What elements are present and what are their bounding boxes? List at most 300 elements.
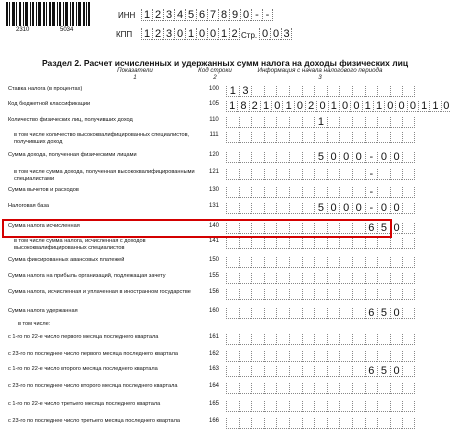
value-cell[interactable]: [402, 203, 415, 214]
value-cell[interactable]: [402, 238, 415, 249]
inn-cell[interactable]: 6: [196, 9, 207, 21]
value-cell[interactable]: [377, 132, 390, 143]
value-cell[interactable]: [264, 132, 277, 143]
value-cell[interactable]: [390, 401, 403, 412]
value-cell[interactable]: [339, 401, 352, 412]
page-number-field[interactable]: [259, 28, 292, 40]
value-cell[interactable]: [339, 169, 352, 180]
value-cell[interactable]: [352, 308, 365, 319]
value-cell[interactable]: [302, 257, 315, 268]
value-cell[interactable]: [276, 117, 289, 128]
inn-cell[interactable]: 5: [185, 9, 196, 21]
value-cell[interactable]: 0: [390, 308, 403, 319]
value-cell[interactable]: [239, 289, 252, 300]
value-cell[interactable]: [339, 383, 352, 394]
value-cell[interactable]: [226, 366, 239, 377]
value-cell[interactable]: [327, 273, 340, 284]
value-cell[interactable]: [390, 351, 403, 362]
value-cell[interactable]: [327, 366, 340, 377]
value-cell[interactable]: 0: [294, 101, 305, 112]
value-cell[interactable]: [402, 308, 415, 319]
value-cell[interactable]: [302, 238, 315, 249]
value-cell[interactable]: [352, 187, 365, 198]
value-cell[interactable]: [264, 169, 277, 180]
value-cell[interactable]: [302, 132, 315, 143]
page-cell[interactable]: 0: [270, 28, 281, 40]
value-cell[interactable]: [390, 86, 403, 97]
value-cell[interactable]: [365, 86, 378, 97]
value-cell[interactable]: [264, 383, 277, 394]
inn-cell[interactable]: 3: [163, 9, 174, 21]
page-cell[interactable]: 0: [259, 28, 270, 40]
value-cell[interactable]: 0: [316, 101, 327, 112]
value-cell[interactable]: [352, 401, 365, 412]
value-cell[interactable]: [402, 187, 415, 198]
value-cell[interactable]: [377, 418, 390, 429]
value-cell[interactable]: [251, 152, 264, 163]
value-cell[interactable]: [402, 418, 415, 429]
value-cell[interactable]: 1: [226, 86, 239, 97]
value-cell[interactable]: [365, 383, 378, 394]
value-cell[interactable]: [276, 418, 289, 429]
value-cell[interactable]: [289, 257, 302, 268]
value-cell[interactable]: [314, 366, 327, 377]
value-cell[interactable]: 3: [239, 86, 252, 97]
value-cell[interactable]: [390, 257, 403, 268]
kpp-cell[interactable]: 0: [207, 28, 218, 40]
value-cell[interactable]: [289, 203, 302, 214]
kpp-cell[interactable]: 1: [185, 28, 196, 40]
value-cell[interactable]: [251, 308, 264, 319]
value-cell[interactable]: [302, 273, 315, 284]
value-cell[interactable]: [327, 334, 340, 345]
value-cell[interactable]: [339, 418, 352, 429]
value-cell[interactable]: [276, 238, 289, 249]
value-cell[interactable]: [314, 169, 327, 180]
value-cell[interactable]: [276, 308, 289, 319]
value-cell[interactable]: [264, 351, 277, 362]
value-cell[interactable]: [239, 383, 252, 394]
value-cell[interactable]: [239, 203, 252, 214]
value-cell[interactable]: 5: [377, 308, 390, 319]
value-cell[interactable]: [352, 383, 365, 394]
kpp-cell[interactable]: 0: [196, 28, 207, 40]
value-cell[interactable]: 2: [305, 101, 316, 112]
value-cell[interactable]: -: [365, 152, 378, 163]
value-cell[interactable]: 0: [395, 101, 406, 112]
value-cell[interactable]: [302, 308, 315, 319]
value-cell[interactable]: [276, 257, 289, 268]
value-cell[interactable]: 0: [441, 101, 450, 112]
value-cell[interactable]: 0: [352, 203, 365, 214]
value-cell[interactable]: [314, 401, 327, 412]
value-cell[interactable]: [276, 187, 289, 198]
value-cell[interactable]: [226, 203, 239, 214]
value-cell[interactable]: [251, 289, 264, 300]
value-cell[interactable]: [390, 132, 403, 143]
value-cell[interactable]: [402, 86, 415, 97]
kpp-cell[interactable]: 1: [218, 28, 229, 40]
value-cell[interactable]: [314, 238, 327, 249]
value-cell[interactable]: 0: [339, 101, 350, 112]
value-cell[interactable]: 0: [390, 152, 403, 163]
value-cell[interactable]: [390, 418, 403, 429]
value-cell[interactable]: [239, 366, 252, 377]
value-cell[interactable]: [377, 273, 390, 284]
value-cell[interactable]: [239, 238, 252, 249]
value-cell[interactable]: -: [365, 203, 378, 214]
value-cell[interactable]: 0: [327, 203, 340, 214]
value-cell[interactable]: [352, 351, 365, 362]
value-cell[interactable]: [226, 334, 239, 345]
value-cell[interactable]: [327, 169, 340, 180]
value-cell[interactable]: [226, 401, 239, 412]
value-cell[interactable]: [302, 383, 315, 394]
value-cell[interactable]: [251, 257, 264, 268]
kpp-cell[interactable]: 2: [152, 28, 163, 40]
value-cell[interactable]: 6: [365, 366, 378, 377]
value-cell[interactable]: [314, 132, 327, 143]
value-cell[interactable]: [339, 366, 352, 377]
value-cell[interactable]: 1: [282, 101, 293, 112]
value-cell[interactable]: [264, 86, 277, 97]
inn-cell[interactable]: 0: [240, 9, 251, 21]
value-cell[interactable]: [302, 401, 315, 412]
value-cell[interactable]: [289, 366, 302, 377]
value-cell[interactable]: 1: [260, 101, 271, 112]
value-cell[interactable]: 5: [314, 203, 327, 214]
value-cell[interactable]: [226, 351, 239, 362]
value-cell[interactable]: [314, 308, 327, 319]
value-cell[interactable]: [402, 169, 415, 180]
value-cell[interactable]: [352, 273, 365, 284]
value-cell[interactable]: [402, 351, 415, 362]
value-cell[interactable]: [314, 86, 327, 97]
value-cell[interactable]: [251, 366, 264, 377]
value-cell[interactable]: [352, 86, 365, 97]
value-cell[interactable]: [402, 334, 415, 345]
value-cell[interactable]: [239, 152, 252, 163]
value-cell[interactable]: 1: [418, 101, 429, 112]
value-cell[interactable]: [289, 187, 302, 198]
value-cell[interactable]: [251, 238, 264, 249]
value-cell[interactable]: [327, 257, 340, 268]
value-cell[interactable]: [352, 366, 365, 377]
value-cell[interactable]: [264, 418, 277, 429]
value-cell[interactable]: 0: [271, 101, 282, 112]
value-cell[interactable]: [365, 273, 378, 284]
value-cell[interactable]: [390, 273, 403, 284]
value-cell[interactable]: 1: [328, 101, 339, 112]
value-cell[interactable]: [327, 383, 340, 394]
value-cell[interactable]: [289, 273, 302, 284]
value-cell[interactable]: [302, 117, 315, 128]
value-cell[interactable]: [302, 418, 315, 429]
value-cell[interactable]: [289, 308, 302, 319]
value-cell[interactable]: 0: [350, 101, 361, 112]
inn-cell[interactable]: 7: [207, 9, 218, 21]
value-cell[interactable]: [276, 152, 289, 163]
value-cell[interactable]: [377, 238, 390, 249]
inn-cell[interactable]: 4: [174, 9, 185, 21]
value-cell[interactable]: [402, 273, 415, 284]
value-cell[interactable]: 0: [384, 101, 395, 112]
value-cell[interactable]: [314, 351, 327, 362]
value-cell[interactable]: [377, 187, 390, 198]
value-cell[interactable]: 0: [390, 223, 403, 234]
value-cell[interactable]: [276, 334, 289, 345]
value-cell[interactable]: [390, 169, 403, 180]
value-cell[interactable]: [264, 334, 277, 345]
value-cell[interactable]: [402, 257, 415, 268]
value-cell[interactable]: [264, 273, 277, 284]
value-cell[interactable]: [226, 273, 239, 284]
value-cell[interactable]: [402, 383, 415, 394]
value-cell[interactable]: [339, 132, 352, 143]
value-cell[interactable]: [289, 351, 302, 362]
value-cell[interactable]: [276, 169, 289, 180]
value-cell[interactable]: [289, 401, 302, 412]
value-cell[interactable]: [226, 152, 239, 163]
value-cell[interactable]: [339, 187, 352, 198]
value-cell[interactable]: [377, 334, 390, 345]
value-cell[interactable]: 5: [314, 152, 327, 163]
value-cell[interactable]: [339, 289, 352, 300]
value-cell[interactable]: [365, 238, 378, 249]
value-cell[interactable]: [352, 418, 365, 429]
value-cell[interactable]: [239, 117, 252, 128]
value-cell[interactable]: [339, 308, 352, 319]
value-cell[interactable]: [302, 152, 315, 163]
value-cell[interactable]: [339, 117, 352, 128]
value-cell[interactable]: 1: [226, 101, 237, 112]
value-cell[interactable]: 0: [352, 152, 365, 163]
value-cell[interactable]: [276, 132, 289, 143]
value-cell[interactable]: 1: [429, 101, 440, 112]
value-cell[interactable]: 5: [377, 366, 390, 377]
value-cell[interactable]: [377, 289, 390, 300]
value-cell[interactable]: [251, 132, 264, 143]
inn-field[interactable]: [141, 9, 273, 21]
value-cell[interactable]: [289, 152, 302, 163]
value-cell[interactable]: [226, 169, 239, 180]
value-cell[interactable]: [314, 289, 327, 300]
value-cell[interactable]: [339, 334, 352, 345]
value-cell[interactable]: [314, 418, 327, 429]
value-cell[interactable]: [239, 418, 252, 429]
value-cell[interactable]: [339, 238, 352, 249]
value-cell[interactable]: [239, 401, 252, 412]
value-cell[interactable]: [264, 366, 277, 377]
value-cell[interactable]: [390, 187, 403, 198]
value-cell[interactable]: [402, 366, 415, 377]
value-cell[interactable]: [264, 289, 277, 300]
value-cell[interactable]: [251, 273, 264, 284]
inn-cell[interactable]: 8: [218, 9, 229, 21]
value-cell[interactable]: [226, 187, 239, 198]
value-cell[interactable]: [239, 308, 252, 319]
value-cell[interactable]: [276, 401, 289, 412]
value-cell[interactable]: [251, 383, 264, 394]
value-cell[interactable]: [302, 187, 315, 198]
value-cell[interactable]: [239, 351, 252, 362]
value-cell[interactable]: [365, 401, 378, 412]
value-cell[interactable]: [226, 383, 239, 394]
kpp-cell[interactable]: 0: [174, 28, 185, 40]
value-cell[interactable]: [289, 238, 302, 249]
value-cell[interactable]: [264, 238, 277, 249]
value-cell[interactable]: [327, 132, 340, 143]
value-cell[interactable]: [365, 132, 378, 143]
value-cell[interactable]: [365, 334, 378, 345]
value-cell[interactable]: [314, 383, 327, 394]
value-cell[interactable]: [377, 117, 390, 128]
kpp-cell[interactable]: 2: [229, 28, 240, 40]
value-cell[interactable]: [302, 169, 315, 180]
value-cell[interactable]: 1: [314, 117, 327, 128]
value-cell[interactable]: [339, 86, 352, 97]
value-cell[interactable]: [264, 187, 277, 198]
value-cell[interactable]: [239, 169, 252, 180]
value-cell[interactable]: [302, 366, 315, 377]
value-cell[interactable]: [352, 334, 365, 345]
value-cell[interactable]: [365, 117, 378, 128]
value-cell[interactable]: [365, 289, 378, 300]
value-cell[interactable]: [327, 418, 340, 429]
value-cell[interactable]: [226, 308, 239, 319]
value-cell[interactable]: [327, 117, 340, 128]
inn-cell[interactable]: -: [262, 9, 273, 21]
value-cell[interactable]: [339, 257, 352, 268]
value-cell[interactable]: [352, 169, 365, 180]
value-cell[interactable]: 6: [365, 223, 378, 234]
value-cell[interactable]: 8: [237, 101, 248, 112]
value-cell[interactable]: [390, 334, 403, 345]
value-cell[interactable]: [289, 132, 302, 143]
value-cell[interactable]: [327, 86, 340, 97]
value-cell[interactable]: [251, 351, 264, 362]
value-cell[interactable]: [289, 418, 302, 429]
value-cell[interactable]: [339, 273, 352, 284]
value-cell[interactable]: [402, 132, 415, 143]
value-cell[interactable]: 0: [327, 152, 340, 163]
value-cell[interactable]: [226, 132, 239, 143]
value-cell[interactable]: 0: [377, 203, 390, 214]
value-cell[interactable]: [226, 418, 239, 429]
value-cell[interactable]: [251, 187, 264, 198]
value-cell[interactable]: 0: [390, 366, 403, 377]
inn-cell[interactable]: 1: [141, 9, 152, 21]
value-cell[interactable]: [264, 117, 277, 128]
value-cell[interactable]: [302, 86, 315, 97]
value-cell[interactable]: 0: [407, 101, 418, 112]
value-cell[interactable]: [226, 117, 239, 128]
value-cell[interactable]: [390, 117, 403, 128]
value-cell[interactable]: [302, 351, 315, 362]
value-cell[interactable]: 5: [377, 223, 390, 234]
value-cell[interactable]: [239, 187, 252, 198]
value-cell[interactable]: [276, 383, 289, 394]
value-cell[interactable]: [289, 169, 302, 180]
value-cell[interactable]: 1: [362, 101, 373, 112]
value-cell[interactable]: [314, 187, 327, 198]
value-cell[interactable]: [352, 117, 365, 128]
value-cell[interactable]: [251, 418, 264, 429]
value-cell[interactable]: [327, 289, 340, 300]
value-cell[interactable]: 1: [373, 101, 384, 112]
value-cell[interactable]: [377, 383, 390, 394]
value-cell[interactable]: [314, 257, 327, 268]
value-cell[interactable]: [239, 132, 252, 143]
value-cell[interactable]: 2: [249, 101, 260, 112]
value-cell[interactable]: [402, 289, 415, 300]
page-cell[interactable]: 3: [281, 28, 292, 40]
value-cell[interactable]: [251, 334, 264, 345]
value-cell[interactable]: [276, 86, 289, 97]
value-cell[interactable]: [314, 273, 327, 284]
value-cell[interactable]: [365, 257, 378, 268]
value-cell[interactable]: [390, 383, 403, 394]
value-cell[interactable]: [390, 238, 403, 249]
kpp-field[interactable]: [141, 28, 240, 40]
value-cell[interactable]: [264, 401, 277, 412]
value-cell[interactable]: [276, 203, 289, 214]
value-cell[interactable]: [327, 401, 340, 412]
value-cell[interactable]: [251, 203, 264, 214]
value-cell[interactable]: [239, 334, 252, 345]
value-cell[interactable]: [289, 289, 302, 300]
value-cell[interactable]: [302, 334, 315, 345]
value-cell[interactable]: [264, 308, 277, 319]
value-cell[interactable]: [402, 401, 415, 412]
value-cell[interactable]: [276, 289, 289, 300]
value-cell[interactable]: [251, 86, 264, 97]
value-cell[interactable]: [226, 257, 239, 268]
value-cell[interactable]: [402, 117, 415, 128]
value-cell[interactable]: [276, 351, 289, 362]
value-cell[interactable]: 0: [377, 152, 390, 163]
value-cell[interactable]: [327, 238, 340, 249]
value-cell[interactable]: [239, 257, 252, 268]
value-cell[interactable]: [352, 257, 365, 268]
value-cell[interactable]: [352, 289, 365, 300]
value-cell[interactable]: [276, 366, 289, 377]
value-cell[interactable]: [390, 289, 403, 300]
value-cell[interactable]: [239, 273, 252, 284]
value-cell[interactable]: [226, 289, 239, 300]
value-cell[interactable]: [377, 257, 390, 268]
value-cell[interactable]: [302, 289, 315, 300]
value-cell[interactable]: [352, 132, 365, 143]
kpp-cell[interactable]: 3: [163, 28, 174, 40]
value-cell[interactable]: [251, 117, 264, 128]
inn-cell[interactable]: -: [251, 9, 262, 21]
value-cell[interactable]: [402, 152, 415, 163]
value-cell[interactable]: [289, 334, 302, 345]
value-cell[interactable]: 0: [339, 203, 352, 214]
value-cell[interactable]: [377, 86, 390, 97]
value-cell[interactable]: [365, 418, 378, 429]
value-cell[interactable]: [264, 152, 277, 163]
value-cell[interactable]: [264, 257, 277, 268]
value-cell[interactable]: [289, 117, 302, 128]
value-cell[interactable]: [251, 169, 264, 180]
value-cell[interactable]: -: [365, 187, 378, 198]
value-cell[interactable]: [377, 401, 390, 412]
inn-cell[interactable]: 2: [152, 9, 163, 21]
value-cell[interactable]: [365, 351, 378, 362]
value-cell[interactable]: [264, 203, 277, 214]
